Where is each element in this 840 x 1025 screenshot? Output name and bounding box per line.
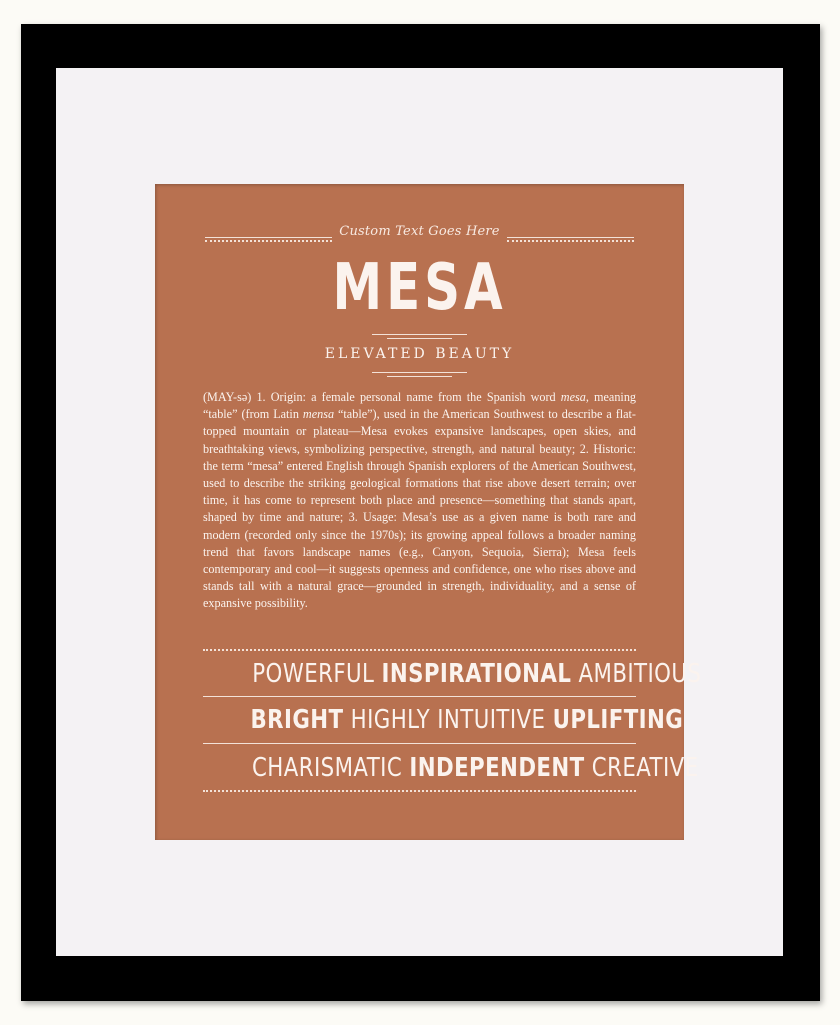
trait-row-3 (203, 750, 699, 786)
trait-powerful: POWERFUL (252, 659, 375, 689)
name-title: MESA (332, 251, 507, 325)
meaning-underline-1 (372, 372, 467, 373)
definition-word-mesa: mesa (560, 390, 586, 404)
trait-row-1 (203, 656, 702, 692)
name-underline-1 (372, 334, 467, 335)
trait-inspirational: INSPIRATIONAL (381, 659, 572, 689)
top-right-dotted-rule (507, 240, 634, 242)
name-print (155, 184, 702, 840)
traits-bottom-dotted-rule (203, 790, 636, 792)
trait-row-2 (203, 702, 684, 738)
definition-word-mensa: mensa (302, 407, 335, 422)
picture-frame (21, 24, 820, 1001)
trait-uplifting: UPLIFTING (552, 705, 684, 735)
traits-top-dotted-rule (203, 649, 636, 651)
trait-divider-2 (203, 743, 636, 744)
meaning-underline-2 (387, 376, 452, 377)
trait-highly-intuitive: HIGHLY INTUITIVE (350, 705, 546, 735)
trait-creative: CREATIVE (591, 753, 699, 783)
trait-charismatic: CHARISMATIC (252, 753, 403, 783)
trait-bright: BRIGHT (250, 705, 344, 735)
trait-independent: INDEPENDENT (409, 753, 585, 783)
custom-text: Custom Text Goes Here (339, 224, 500, 239)
name-meaning: ELEVATED BEAUTY (324, 346, 515, 362)
definition-part-1: (MAY-sə) 1. Origin: a female personal name from the Spanish word (203, 390, 561, 404)
mat-board (56, 68, 783, 956)
name-underline-2 (387, 338, 452, 339)
trait-ambitious: AMBITIOUS (578, 659, 702, 689)
trait-divider-1 (203, 696, 636, 697)
top-left-dotted-rule (205, 240, 332, 242)
definition-part-3: “table”), used in the American Southwest to describe a flat-topped mountain or plateau—Mesa evokes expansive landscapes, open skies, and breathtaking views, symbolizing perspective, strength, and natural beauty; 2. Historic: the term “mesa” entered English through Spanish explorers of the American Southwest, used to describe the striking geological formations that rise above desert terrain; over time, it has come to represent both place and presence—something that stands apart, shaped by time and nature; 3. Usage: Mesa’s use as a given name is both rare and modern (recorded only since the 1970s); its growing appeal follows a broader naming trend that favors landscape names (e.g., Canyon, Sequoia, Sierra); Mesa feels contemporary and cool—it suggests openness and confidence, one who rises above and stands tall with a natural grace—grounded in strength, individuality, and a sense of expansive possibility. (203, 407, 636, 611)
name-definition (203, 389, 636, 613)
definition-part-2: , meaning “table” (from Latin (203, 390, 637, 422)
